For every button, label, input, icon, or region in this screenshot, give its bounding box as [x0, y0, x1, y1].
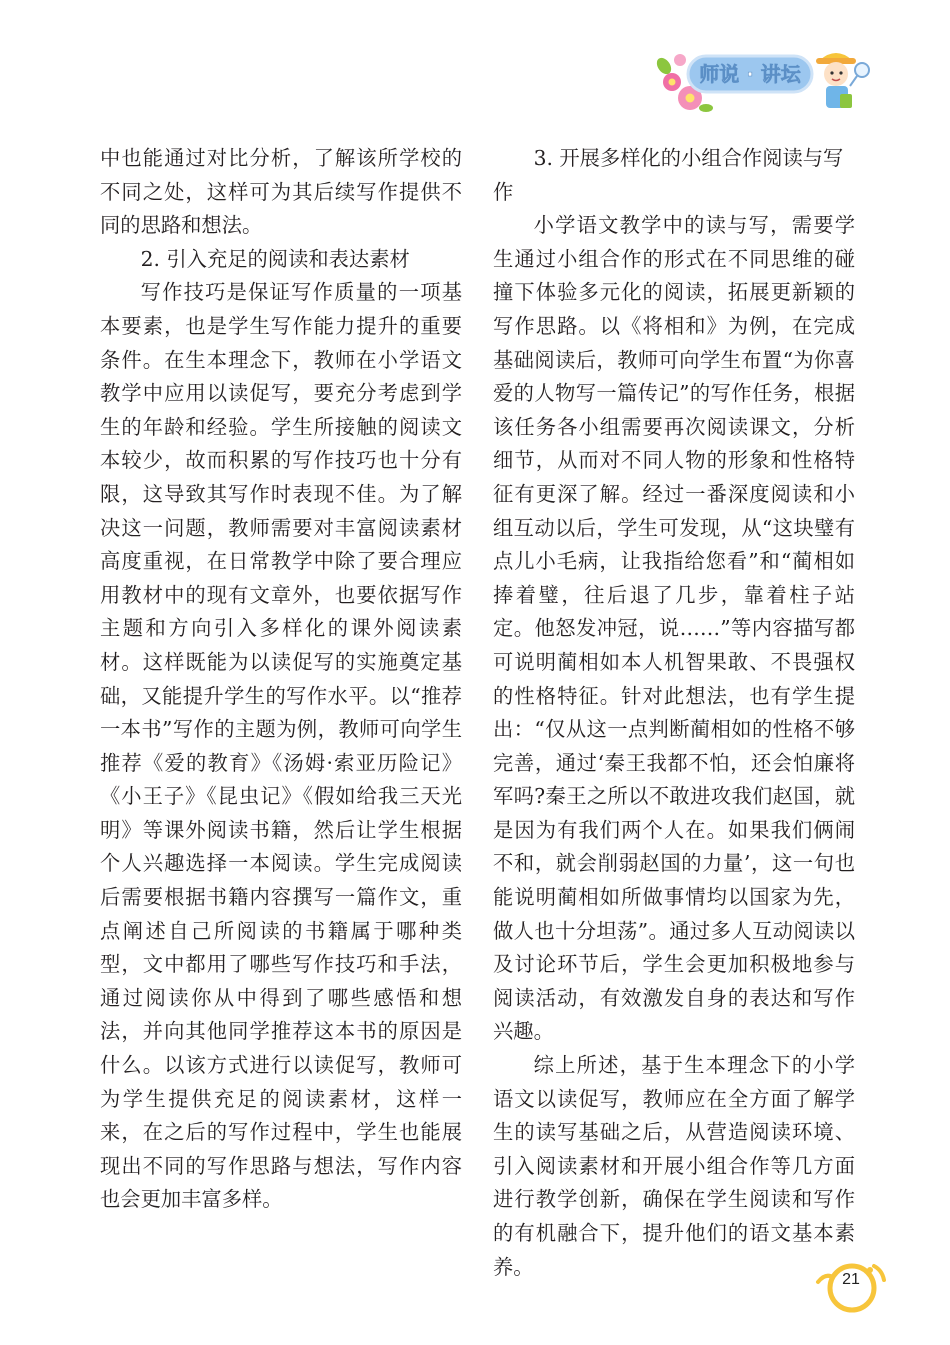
- left-column: [100, 142, 462, 1217]
- paragraph: 小学语文教学中的读与写，需要学生通过小组合作的形式在不同思维的碰撞下体验多元化的阅读，拓展更新颖的写作思路。以《将相和》为例，在完成基础阅读后，教师可向学生布置“为你喜爱的人物写一篇传记”的写作任务，根据该任务各小组需要再次阅读课文，分析细节，从而对不同人物的形象和性格特征有更深了解。经过一番深度阅读和小组互动以后，学生可发现，从“这块璧有点儿小毛病，让我指给您看”和“蔺相如捧着璧，往后退了几步，靠着柱子站定。他怒发冲冠，说……”等内容描写都可说明蔺相如本人机智果敢、不畏强权的性格特征。针对此想法，也有学生提出：“仅从这一点判断蔺相如的性格不够完善，通过‘秦王我都不怕，还会怕廉将军吗?秦王之所以不敢进攻我们赵国，就是因为有我们两个人在。如果我们俩闹不和，就会削弱赵国的力量’，这一句也能说明蔺相如所做事情均以国家为先，做人也十分坦荡”。通过多人互动阅读以及讨论环节后，学生会更加积极地参与阅读活动，有效激发自身的表达和写作兴趣。: [493, 213, 855, 1044]
- section-title: 师说 · 讲坛: [699, 62, 801, 86]
- paragraph: 综上所述，基于生本理念下的小学语文以读促写，教师应在全方面了解学生的读写基础之后，从营造阅读环境、引入阅读素材和开展小组合作等几方面进行教学创新，确保在学生阅读和写作的有机融合下，提升他们的语文基本素养。: [493, 1053, 855, 1279]
- section-heading: 3. 开展多样化的小组合作阅读与写作: [493, 146, 844, 204]
- section-badge: [650, 38, 875, 118]
- page-number: 21: [842, 1271, 860, 1288]
- student-mascot-icon: [816, 53, 869, 108]
- paragraph: 中也能通过对比分析，了解该所学校的不同之处，这样可为其后续写作提供不同的思路和想法。: [100, 146, 462, 238]
- paragraph: 写作技巧是保证写作质量的一项基本要素，也是学生写作能力提升的重要条件。在生本理念下，教师在小学语文教学中应用以读促写，要充分考虑到学生的年龄和经验。学生所接触的阅读文本较少，故而积累的写作技巧也十分有限，这导致其写作时表现不佳。为了解决这一问题，教师需要对丰富阅读素材高度重视，在日常教学中除了要合理应用教材中的现有文章外，也要依据写作主题和方向引入多样化的课外阅读素材。这样既能为以读促写的实施奠定基础，又能提升学生的写作水平。以“推荐一本书”写作的主题为例，教师可向学生推荐《爱的教育》《汤姆·索亚历险记》《小王子》《昆虫记》《假如给我三天光明》等课外阅读书籍，然后让学生根据个人兴趣选择一本阅读。学生完成阅读后需要根据书籍内容撰写一篇作文，重点阐述自己所阅读的书籍属于哪种类型，文中都用了哪些写作技巧和手法，通过阅读你从中得到了哪些感悟和想法，并向其他同学推荐这本书的原因是什么。以该方式进行以读促写，教师可为学生提供充足的阅读素材，这样一来，在之后的写作过程中，学生也能展现出不同的写作思路与想法，写作内容也会更加丰富多样。: [100, 280, 462, 1212]
- right-column: [493, 142, 855, 1284]
- section-heading: 2. 引入充足的阅读和表达素材: [140, 246, 410, 271]
